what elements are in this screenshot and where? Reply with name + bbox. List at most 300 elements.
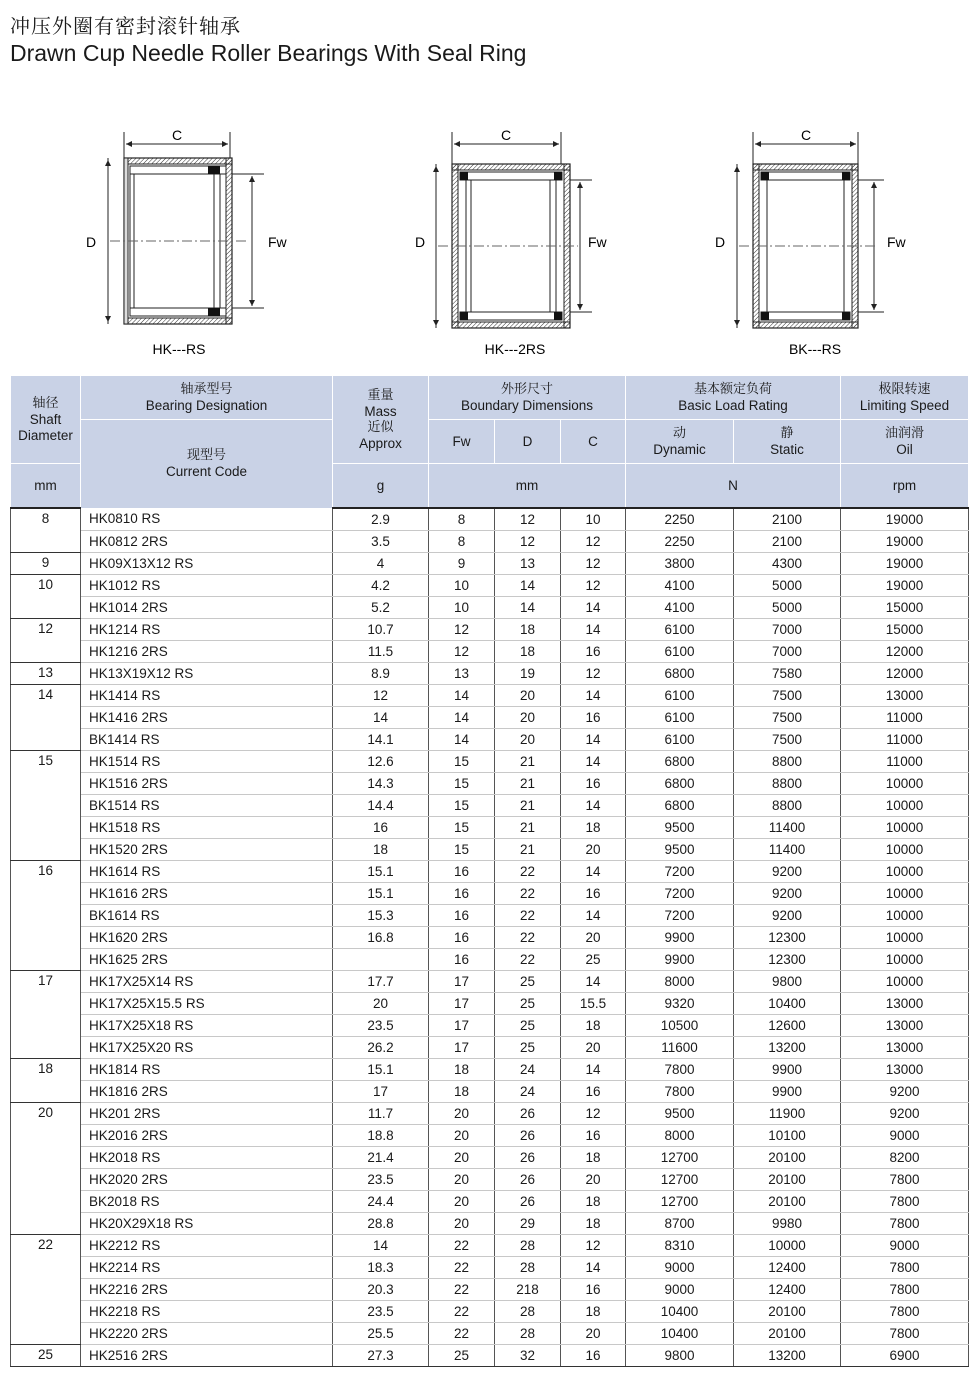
dynamic-load-cell: 9320	[626, 993, 734, 1015]
static-load-cell: 9900	[734, 1081, 841, 1103]
bearing-code-cell: HK1616 2RS	[81, 883, 333, 905]
table-row	[11, 839, 969, 861]
limiting-speed-cell: 10000	[841, 927, 969, 949]
table-row	[11, 905, 969, 927]
table-row	[11, 795, 969, 817]
static-load-cell: 8800	[734, 773, 841, 795]
static-load-cell: 9900	[734, 1059, 841, 1081]
page-title-english: Drawn Cup Needle Roller Bearings With Seal Ring	[10, 40, 527, 66]
mass-cell: 12	[333, 685, 429, 707]
header-dynamic-en: Dynamic	[653, 441, 706, 457]
table-row	[11, 663, 969, 685]
limiting-speed-cell: 15000	[841, 619, 969, 641]
bearing-code-cell: HK2216 2RS	[81, 1279, 333, 1301]
bearing-code-cell: HK20X29X18 RS	[81, 1213, 333, 1235]
shaft-diameter-cell: 8	[11, 508, 81, 553]
diagram-1-dim-d: D	[85, 234, 97, 250]
d-cell: 24	[495, 1059, 561, 1081]
c-cell: 12	[561, 1235, 626, 1257]
limiting-speed-cell: 12000	[841, 641, 969, 663]
static-load-cell: 10000	[734, 1235, 841, 1257]
d-cell: 21	[495, 795, 561, 817]
d-cell: 218	[495, 1279, 561, 1301]
fw-cell: 22	[429, 1279, 495, 1301]
c-cell: 16	[561, 1081, 626, 1103]
diagram-1-dim-c: C	[171, 127, 183, 143]
limiting-speed-cell: 13000	[841, 1037, 969, 1059]
d-cell: 21	[495, 751, 561, 773]
fw-cell: 25	[429, 1345, 495, 1367]
mass-cell: 14	[333, 1235, 429, 1257]
shaft-diameter-cell: 18	[11, 1059, 81, 1103]
table-row	[11, 861, 969, 883]
limiting-speed-cell: 10000	[841, 795, 969, 817]
mass-cell: 28.8	[333, 1213, 429, 1235]
diagram-3-label: BK---RS	[788, 341, 842, 357]
bearing-code-cell: HK1614 RS	[81, 861, 333, 883]
limiting-speed-cell: 12000	[841, 663, 969, 685]
fw-cell: 15	[429, 839, 495, 861]
mass-cell: 23.5	[333, 1301, 429, 1323]
dynamic-load-cell: 9000	[626, 1257, 734, 1279]
table-row	[11, 707, 969, 729]
c-cell: 16	[561, 641, 626, 663]
diagram-hk-2rs	[415, 127, 608, 357]
c-cell: 18	[561, 1213, 626, 1235]
dynamic-load-cell: 6800	[626, 773, 734, 795]
fw-cell: 8	[429, 531, 495, 553]
bearing-code-cell: HK1514 RS	[81, 751, 333, 773]
limiting-speed-cell: 10000	[841, 817, 969, 839]
limiting-speed-cell: 10000	[841, 861, 969, 883]
limiting-speed-cell: 13000	[841, 685, 969, 707]
bearing-code-cell: HK1214 RS	[81, 619, 333, 641]
fw-cell: 15	[429, 795, 495, 817]
table-row	[11, 575, 969, 597]
dynamic-load-cell: 10500	[626, 1015, 734, 1037]
fw-cell: 15	[429, 751, 495, 773]
c-cell: 14	[561, 795, 626, 817]
static-load-cell: 12300	[734, 927, 841, 949]
mass-cell: 14	[333, 707, 429, 729]
d-cell: 14	[495, 575, 561, 597]
dynamic-load-cell: 12700	[626, 1191, 734, 1213]
fw-cell: 22	[429, 1323, 495, 1345]
mass-cell: 14.4	[333, 795, 429, 817]
dynamic-load-cell: 6100	[626, 685, 734, 707]
d-cell: 24	[495, 1081, 561, 1103]
static-load-cell: 13200	[734, 1037, 841, 1059]
bearing-code-cell: HK1014 2RS	[81, 597, 333, 619]
static-load-cell: 20100	[734, 1169, 841, 1191]
limiting-speed-cell: 15000	[841, 597, 969, 619]
dynamic-load-cell: 10400	[626, 1323, 734, 1345]
mass-cell: 11.5	[333, 641, 429, 663]
fw-cell: 18	[429, 1059, 495, 1081]
bearing-code-cell: HK2212 RS	[81, 1235, 333, 1257]
unit-mass: g	[333, 464, 429, 509]
fw-cell: 12	[429, 641, 495, 663]
d-cell: 25	[495, 1015, 561, 1037]
c-cell: 14	[561, 597, 626, 619]
bearing-code-cell: HK09X13X12 RS	[81, 553, 333, 575]
c-cell: 12	[561, 553, 626, 575]
fw-cell: 10	[429, 575, 495, 597]
dynamic-load-cell: 10400	[626, 1301, 734, 1323]
header-dynamic	[626, 420, 734, 464]
static-load-cell: 9800	[734, 971, 841, 993]
c-cell: 14	[561, 905, 626, 927]
fw-cell: 22	[429, 1257, 495, 1279]
fw-cell: 20	[429, 1103, 495, 1125]
header-mass	[333, 376, 429, 464]
c-cell: 16	[561, 1279, 626, 1301]
bearing-diagrams	[0, 120, 980, 365]
dynamic-load-cell: 4100	[626, 575, 734, 597]
limiting-speed-cell: 11000	[841, 729, 969, 751]
bearing-code-cell: HK2214 RS	[81, 1257, 333, 1279]
d-cell: 22	[495, 883, 561, 905]
fw-cell: 10	[429, 597, 495, 619]
fw-cell: 20	[429, 1125, 495, 1147]
bearing-code-cell: HK1625 2RS	[81, 949, 333, 971]
bearing-code-cell: HK1012 RS	[81, 575, 333, 597]
static-load-cell: 20100	[734, 1147, 841, 1169]
d-cell: 21	[495, 839, 561, 861]
table-row	[11, 1235, 969, 1257]
c-cell: 12	[561, 663, 626, 685]
mass-cell: 16	[333, 817, 429, 839]
header-basic-load-rating	[626, 376, 841, 420]
mass-cell: 20.3	[333, 1279, 429, 1301]
dynamic-load-cell: 9000	[626, 1279, 734, 1301]
bearing-code-cell: HK2020 2RS	[81, 1169, 333, 1191]
limiting-speed-cell: 9000	[841, 1235, 969, 1257]
fw-cell: 20	[429, 1191, 495, 1213]
c-cell: 16	[561, 883, 626, 905]
fw-cell: 17	[429, 993, 495, 1015]
dynamic-load-cell: 7200	[626, 861, 734, 883]
diagram-2-dim-c: C	[500, 127, 512, 143]
mass-cell: 23.5	[333, 1169, 429, 1191]
c-cell: 14	[561, 1059, 626, 1081]
dynamic-load-cell: 7200	[626, 905, 734, 927]
c-cell: 14	[561, 1257, 626, 1279]
shaft-diameter-cell: 9	[11, 553, 81, 575]
mass-cell: 17	[333, 1081, 429, 1103]
fw-cell: 16	[429, 905, 495, 927]
dynamic-load-cell: 9800	[626, 1345, 734, 1367]
table-row	[11, 1059, 969, 1081]
fw-cell: 13	[429, 663, 495, 685]
d-cell: 19	[495, 663, 561, 685]
c-cell: 16	[561, 707, 626, 729]
static-load-cell: 4300	[734, 553, 841, 575]
table-row	[11, 993, 969, 1015]
static-load-cell: 10100	[734, 1125, 841, 1147]
header-load-en: Basic Load Rating	[678, 397, 788, 413]
d-cell: 28	[495, 1257, 561, 1279]
table-row	[11, 619, 969, 641]
d-cell: 22	[495, 905, 561, 927]
dynamic-load-cell: 7800	[626, 1059, 734, 1081]
c-cell: 14	[561, 861, 626, 883]
shaft-diameter-cell: 25	[11, 1345, 81, 1367]
d-cell: 21	[495, 817, 561, 839]
table-row	[11, 817, 969, 839]
limiting-speed-cell: 7800	[841, 1191, 969, 1213]
c-cell: 12	[561, 1103, 626, 1125]
static-load-cell: 9200	[734, 861, 841, 883]
static-load-cell: 11400	[734, 839, 841, 861]
dynamic-load-cell: 11600	[626, 1037, 734, 1059]
d-cell: 18	[495, 641, 561, 663]
mass-cell: 15.1	[333, 1059, 429, 1081]
mass-cell: 4	[333, 553, 429, 575]
bearing-code-cell: HK17X25X15.5 RS	[81, 993, 333, 1015]
bearing-code-cell: HK1816 2RS	[81, 1081, 333, 1103]
header-bearing-designation	[81, 376, 333, 420]
limiting-speed-cell: 10000	[841, 883, 969, 905]
table-row	[11, 641, 969, 663]
dynamic-load-cell: 3800	[626, 553, 734, 575]
fw-cell: 8	[429, 508, 495, 531]
header-shaft-en1: Shaft	[29, 411, 62, 427]
static-load-cell: 20100	[734, 1323, 841, 1345]
static-load-cell: 11400	[734, 817, 841, 839]
mass-cell: 14.3	[333, 773, 429, 795]
header-dynamic-cn: 动	[672, 425, 686, 441]
dynamic-load-cell: 2250	[626, 508, 734, 531]
diagram-3-dim-d: D	[714, 234, 726, 250]
d-cell: 29	[495, 1213, 561, 1235]
limiting-speed-cell: 7800	[841, 1169, 969, 1191]
fw-cell: 18	[429, 1081, 495, 1103]
fw-cell: 14	[429, 685, 495, 707]
bearing-code-cell: HK13X19X12 RS	[81, 663, 333, 685]
diagram-bk-rs	[715, 127, 907, 357]
c-cell: 15.5	[561, 993, 626, 1015]
d-cell: 22	[495, 949, 561, 971]
limiting-speed-cell: 6900	[841, 1345, 969, 1367]
header-static-en: Static	[770, 441, 804, 457]
page-title-chinese: 冲压外圈有密封滚针轴承	[10, 14, 241, 38]
table-row	[11, 1081, 969, 1103]
dynamic-load-cell: 9500	[626, 839, 734, 861]
limiting-speed-cell: 11000	[841, 707, 969, 729]
table-row	[11, 1301, 969, 1323]
mass-cell: 21.4	[333, 1147, 429, 1169]
limiting-speed-cell: 7800	[841, 1301, 969, 1323]
shaft-diameter-cell: 15	[11, 751, 81, 861]
bearing-code-cell: BK1414 RS	[81, 729, 333, 751]
fw-cell: 16	[429, 927, 495, 949]
c-cell: 20	[561, 839, 626, 861]
header-load-cn: 基本额定负荷	[694, 381, 773, 397]
mass-cell: 16.8	[333, 927, 429, 949]
header-oil	[841, 420, 969, 464]
static-load-cell: 8800	[734, 795, 841, 817]
table-row	[11, 531, 969, 553]
d-cell: 12	[495, 531, 561, 553]
dynamic-load-cell: 9900	[626, 949, 734, 971]
header-oil-en: Oil	[896, 441, 913, 457]
limiting-speed-cell: 9000	[841, 1125, 969, 1147]
limiting-speed-cell: 8200	[841, 1147, 969, 1169]
mass-cell: 5.2	[333, 597, 429, 619]
unit-dimensions: mm	[429, 464, 626, 509]
header-approx-cn: 近似	[367, 419, 394, 435]
mass-cell: 17.7	[333, 971, 429, 993]
mass-cell: 18	[333, 839, 429, 861]
table-row	[11, 1147, 969, 1169]
d-cell: 20	[495, 707, 561, 729]
table-row	[11, 949, 969, 971]
bearing-code-cell: BK2018 RS	[81, 1191, 333, 1213]
c-cell: 12	[561, 531, 626, 553]
table-row	[11, 553, 969, 575]
limiting-speed-cell: 13000	[841, 993, 969, 1015]
fw-cell: 14	[429, 729, 495, 751]
c-cell: 18	[561, 1301, 626, 1323]
static-load-cell: 20100	[734, 1191, 841, 1213]
table-row	[11, 1169, 969, 1191]
limiting-speed-cell: 10000	[841, 839, 969, 861]
unit-speed: rpm	[841, 464, 969, 509]
bearing-code-cell: BK1614 RS	[81, 905, 333, 927]
limiting-speed-cell: 10000	[841, 949, 969, 971]
d-cell: 20	[495, 685, 561, 707]
limiting-speed-cell: 11000	[841, 751, 969, 773]
d-cell: 28	[495, 1323, 561, 1345]
unit-load: N	[626, 464, 841, 509]
d-cell: 28	[495, 1235, 561, 1257]
diagram-2-dim-fw: Fw	[588, 234, 607, 250]
d-cell: 25	[495, 971, 561, 993]
dynamic-load-cell: 6100	[626, 707, 734, 729]
limiting-speed-cell: 13000	[841, 1015, 969, 1037]
bearing-code-cell: HK17X25X18 RS	[81, 1015, 333, 1037]
table-row	[11, 597, 969, 619]
bearing-code-cell: HK1516 2RS	[81, 773, 333, 795]
shaft-diameter-cell: 20	[11, 1103, 81, 1235]
table-row	[11, 729, 969, 751]
table-row	[11, 883, 969, 905]
header-current-code	[81, 420, 333, 509]
fw-cell: 16	[429, 949, 495, 971]
fw-cell: 16	[429, 883, 495, 905]
c-cell: 16	[561, 1345, 626, 1367]
fw-cell: 14	[429, 707, 495, 729]
c-cell: 12	[561, 575, 626, 597]
header-boundary-cn: 外形尺寸	[500, 381, 553, 397]
header-limiting-speed	[841, 376, 969, 420]
header-boundary-dimensions	[429, 376, 626, 420]
d-cell: 14	[495, 597, 561, 619]
fw-cell: 20	[429, 1169, 495, 1191]
bearing-code-cell: HK2516 2RS	[81, 1345, 333, 1367]
fw-cell: 15	[429, 773, 495, 795]
bearing-code-cell: HK2220 2RS	[81, 1323, 333, 1345]
fw-cell: 15	[429, 817, 495, 839]
header-speed-en: Limiting Speed	[859, 397, 950, 413]
diagram-2-label: HK---2RS	[484, 341, 546, 357]
header-shaft-en2: Diameter	[18, 427, 73, 443]
bearing-code-cell: HK1414 RS	[81, 685, 333, 707]
table-row	[11, 1257, 969, 1279]
table-row	[11, 1213, 969, 1235]
bearing-code-cell: BK1514 RS	[81, 795, 333, 817]
shaft-diameter-cell: 22	[11, 1235, 81, 1345]
diagram-3-dim-fw: Fw	[887, 234, 906, 250]
dynamic-load-cell: 7200	[626, 883, 734, 905]
limiting-speed-cell: 7800	[841, 1323, 969, 1345]
diagram-1-dim-fw: Fw	[268, 234, 287, 250]
c-cell: 10	[561, 508, 626, 531]
static-load-cell: 7000	[734, 619, 841, 641]
limiting-speed-cell: 10000	[841, 773, 969, 795]
static-load-cell: 12300	[734, 949, 841, 971]
c-cell: 20	[561, 1169, 626, 1191]
diagram-3-dim-c: C	[800, 127, 812, 143]
bearing-code-cell: HK0812 2RS	[81, 531, 333, 553]
header-shaft-cn: 轴径	[32, 395, 59, 411]
c-cell: 14	[561, 619, 626, 641]
c-cell: 14	[561, 729, 626, 751]
static-load-cell: 5000	[734, 575, 841, 597]
static-load-cell: 9200	[734, 905, 841, 927]
fw-cell: 17	[429, 1037, 495, 1059]
dynamic-load-cell: 4100	[626, 597, 734, 619]
d-cell: 22	[495, 861, 561, 883]
d-cell: 26	[495, 1191, 561, 1213]
bearing-code-cell: HK1416 2RS	[81, 707, 333, 729]
d-cell: 13	[495, 553, 561, 575]
d-cell: 26	[495, 1147, 561, 1169]
header-mass-cn: 重量	[367, 387, 394, 403]
static-load-cell: 5000	[734, 597, 841, 619]
dynamic-load-cell: 8310	[626, 1235, 734, 1257]
shaft-diameter-cell: 12	[11, 619, 81, 663]
dynamic-load-cell: 8000	[626, 1125, 734, 1147]
mass-cell: 25.5	[333, 1323, 429, 1345]
limiting-speed-cell: 9200	[841, 1081, 969, 1103]
c-cell: 20	[561, 1037, 626, 1059]
mass-cell: 18.8	[333, 1125, 429, 1147]
mass-cell: 26.2	[333, 1037, 429, 1059]
limiting-speed-cell: 13000	[841, 1059, 969, 1081]
static-load-cell: 12400	[734, 1257, 841, 1279]
header-mass-en: Mass	[364, 403, 397, 419]
mass-cell: 15.1	[333, 883, 429, 905]
c-cell: 20	[561, 927, 626, 949]
shaft-diameter-cell: 14	[11, 685, 81, 751]
c-cell: 18	[561, 1015, 626, 1037]
bearing-diagrams-svg	[0, 120, 980, 365]
mass-cell: 15.1	[333, 861, 429, 883]
header-boundary-en: Boundary Dimensions	[460, 397, 594, 413]
bearing-code-cell: HK1518 RS	[81, 817, 333, 839]
fw-cell: 20	[429, 1147, 495, 1169]
static-load-cell: 7500	[734, 685, 841, 707]
limiting-speed-cell: 7800	[841, 1257, 969, 1279]
limiting-speed-cell: 10000	[841, 971, 969, 993]
limiting-speed-cell: 19000	[841, 508, 969, 531]
mass-cell: 15.3	[333, 905, 429, 927]
table-row	[11, 1037, 969, 1059]
dynamic-load-cell: 9900	[626, 927, 734, 949]
mass-cell: 18.3	[333, 1257, 429, 1279]
